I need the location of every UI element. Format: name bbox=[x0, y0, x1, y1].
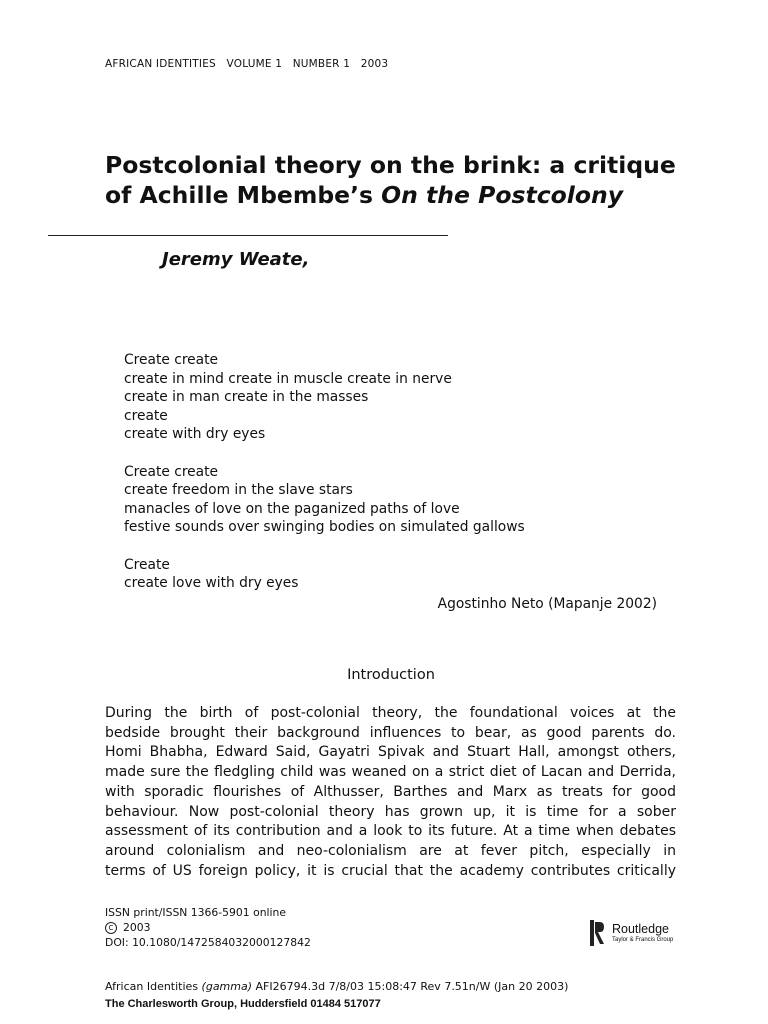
title-line-2-prefix: of Achille Mbembe’s bbox=[105, 181, 382, 209]
poem-line: create freedom in the slave stars bbox=[124, 482, 353, 499]
poem-line: Create create bbox=[124, 463, 219, 480]
body-line: made sure the fledgling child was weaned on a strict diet of Lacan and Derrida, bbox=[105, 764, 676, 781]
body-line: around colonialism and neo-colonialism are at fever pitch, especially in bbox=[105, 842, 676, 859]
typesetter-footer: The Charlesworth Group, Huddersfield 01484 517077 bbox=[105, 998, 381, 1010]
poem-line: create with dry eyes bbox=[124, 426, 266, 443]
poem-line: manacles of love on the paganized paths of love bbox=[124, 500, 460, 517]
running-head: AFRICAN IDENTITIES VOLUME 1 NUMBER 1 2003 bbox=[105, 58, 389, 70]
title-book-name: On the Postcolony bbox=[381, 181, 624, 209]
copyright-icon: C bbox=[105, 922, 117, 934]
body-line: terms of US foreign policy, it is crucial that the academy contributes critically bbox=[105, 862, 676, 879]
body-line: behaviour. Now post-colonial theory has grown up, it is time for a sober bbox=[105, 803, 676, 820]
body-line: During the birth of post-colonial theory, the foundational voices at the bbox=[105, 705, 676, 721]
epigraph-attribution: Agostinho Neto (Mapanje 2002) bbox=[437, 596, 657, 612]
footer-journal: African Identities bbox=[105, 980, 202, 993]
body-line: assessment of its contribution and a look to its future. At a time when debates bbox=[105, 823, 676, 840]
article-title bbox=[105, 150, 725, 210]
footer-file-info: AFI26794.3d 7/8/03 15:08:47 Rev 7.51n/W (Jan 20 2003) bbox=[252, 980, 569, 993]
copyright-year: 2003 bbox=[123, 921, 151, 934]
body-paragraph bbox=[105, 704, 676, 881]
footer-gamma: (gamma) bbox=[201, 980, 253, 993]
body-line: bedside brought their background influences to bear, as good parents do. bbox=[105, 724, 676, 741]
title-rule bbox=[48, 235, 448, 236]
poem-stanza bbox=[124, 556, 684, 593]
body-line: Homi Bhabha, Edward Said, Gayatri Spivak and Stuart Hall, amongst others, bbox=[105, 744, 676, 761]
poem-stanza bbox=[124, 351, 684, 444]
epigraph-poem bbox=[124, 351, 684, 593]
production-footer bbox=[105, 980, 568, 993]
poem-line: create in mind create in muscle create in nerve bbox=[124, 370, 452, 387]
poem-line: create in man create in the masses bbox=[124, 389, 369, 406]
title-line-2 bbox=[105, 180, 725, 210]
poem-line: festive sounds over swinging bodies on simulated gallows bbox=[124, 519, 525, 536]
poem-line: Create create bbox=[124, 352, 219, 368]
doi-line: DOI: 10.1080/1472584032000127842 bbox=[105, 936, 311, 949]
poem-line: create bbox=[124, 407, 168, 424]
publisher-group: Taylor & Francis Group bbox=[612, 937, 674, 943]
issn-line: ISSN print/ISSN 1366-5901 online bbox=[105, 906, 287, 919]
poem-line: Create bbox=[124, 556, 170, 573]
publisher-name: Routledge bbox=[612, 922, 669, 936]
poem-line: create love with dry eyes bbox=[124, 575, 299, 592]
publisher-logo bbox=[590, 920, 680, 946]
issn-block bbox=[105, 905, 311, 950]
copyright-line bbox=[105, 920, 311, 935]
author-name: Jeremy Weate, bbox=[162, 249, 310, 270]
poem-stanza bbox=[124, 463, 684, 537]
section-heading: Introduction bbox=[347, 667, 435, 683]
routledge-logo-icon bbox=[590, 920, 604, 946]
title-line-1: Postcolonial theory on the brink: a critique bbox=[105, 151, 676, 179]
body-line: with sporadic flourishes of Althusser, Barthes and Marx as treats for good bbox=[105, 783, 676, 800]
